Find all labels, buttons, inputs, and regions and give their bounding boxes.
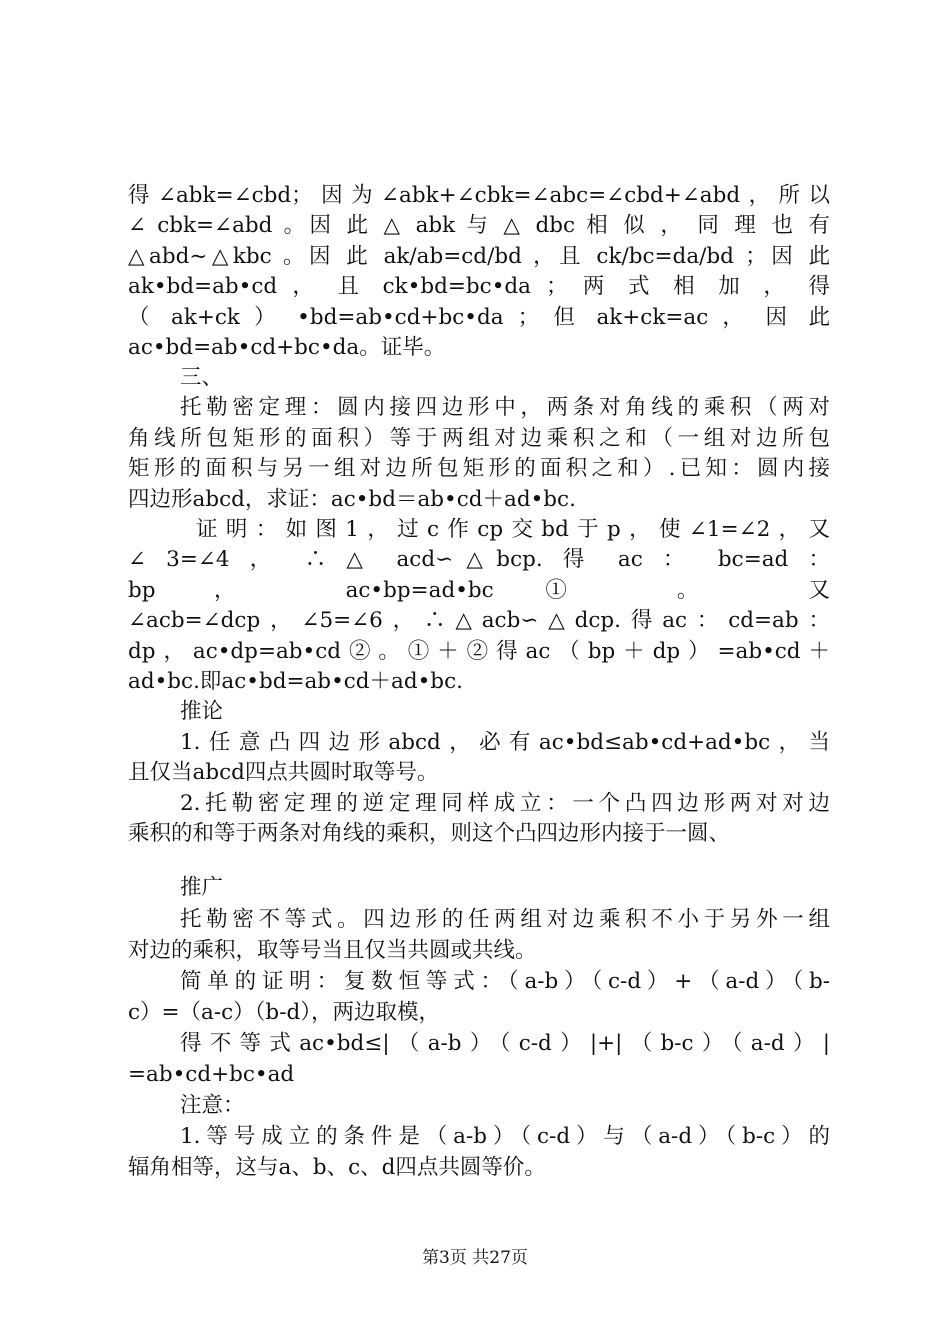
paragraph-start-line: 1.任意凸四边形abcd，必有ac•bd≤ab•cd+ad•bc，当	[180, 730, 830, 755]
paragraph-start-line: 托勒密不等式。四边形的任两组对边乘积不小于另外一组	[180, 907, 830, 932]
text-line: ac•bd=ab•cd+bc•da。证毕。	[128, 335, 446, 360]
paragraph-start-line: 2.托勒密定理的逆定理同样成立：一个凸四边形两对对边	[180, 791, 830, 816]
text-line: ∠acb=∠dcp，∠5=∠6，∴△acb∽△dcp.得ac：cd=ab：	[128, 608, 830, 633]
text-line: △abd~△kbc 。因 此 ak/ab=cd/bd ，且 ck/bc=da/bd ；因 此	[128, 244, 830, 269]
text-line: c）=（a-c）（b-d），两边取模，	[128, 1000, 440, 1025]
text-line: 四边形abcd，求证：ac•bd＝ab•cd＋ad•bc.	[128, 487, 576, 512]
section-heading: 推论	[180, 699, 224, 724]
section-heading: 三、	[180, 365, 224, 390]
paragraph-start-line: 1.等号成立的条件是（a-b）（c-d）与（a-d）（b-c）的	[180, 1124, 830, 1149]
paragraph-start-line: 简单的证明：复数恒等式：（a-b）（c-d）+（a-d）（b-	[180, 969, 830, 994]
text-line: 角线所包矩形的面积）等于两组对边乘积之和（一组对边所包	[128, 426, 830, 451]
section-heading: 注意：	[180, 1093, 245, 1118]
paragraph-start-line: 证明：如图1，过c作cp交bd于p，使∠1=∠2，又	[196, 517, 830, 542]
text-line: ∠ 3=∠4 ， ∴ △ acd∽△bcp. 得 ac ： bc=ad ：	[128, 547, 830, 572]
text-line: （ ak+ck ） •bd=ab•cd+bc•da ； 但 ak+ck=ac ， 因 此	[128, 305, 830, 330]
section-heading: 推广	[180, 875, 224, 900]
text-line: ∠ cbk=∠abd 。因 此 △ abk 与 △ dbc 相 似 ， 同 理 也 有	[128, 213, 830, 238]
text-line: dp，ac•dp=ab•cd②。①＋②得ac（bp＋dp）=ab•cd＋	[128, 639, 830, 664]
text-line: =ab•cd+bc•ad	[128, 1062, 295, 1087]
text-line: ad•bc.即ac•bd=ab•cd＋ad•bc.	[128, 669, 463, 694]
text-line: 辐角相等，这与a、b、c、d四点共圆等价。	[128, 1155, 546, 1180]
text-line: 且仅当abcd四点共圆时取等号。	[128, 760, 439, 785]
text-line: 乘积的和等于两条对角线的乘积，则这个凸四边形内接于一圆、	[128, 821, 731, 846]
text-line: 矩形的面积与另一组对边所包矩形的面积之和）.已知：圆内接	[128, 456, 830, 481]
paragraph-start-line: 托勒密定理：圆内接四边形中，两条对角线的乘积（两对	[180, 395, 830, 420]
page-number: 第3页 共27页	[422, 1248, 528, 1268]
text-line: 得∠abk=∠cbd；因为∠abk+∠cbk=∠abc=∠cbd+∠abd，所以	[128, 183, 830, 208]
text-line: ak•bd=ab•cd ， 且 ck•bd=bc•da ； 两 式 相 加 ， 得	[128, 274, 830, 299]
text-line: bp ， ac•bp=ad•bc① 。 又	[128, 578, 830, 603]
paragraph-start-line: 得不等式ac•bd≤|（a-b）（c-d）|+|（b-c）（a-d）|	[180, 1031, 830, 1056]
text-line: 对边的乘积，取等号当且仅当共圆或共线。	[128, 938, 537, 963]
